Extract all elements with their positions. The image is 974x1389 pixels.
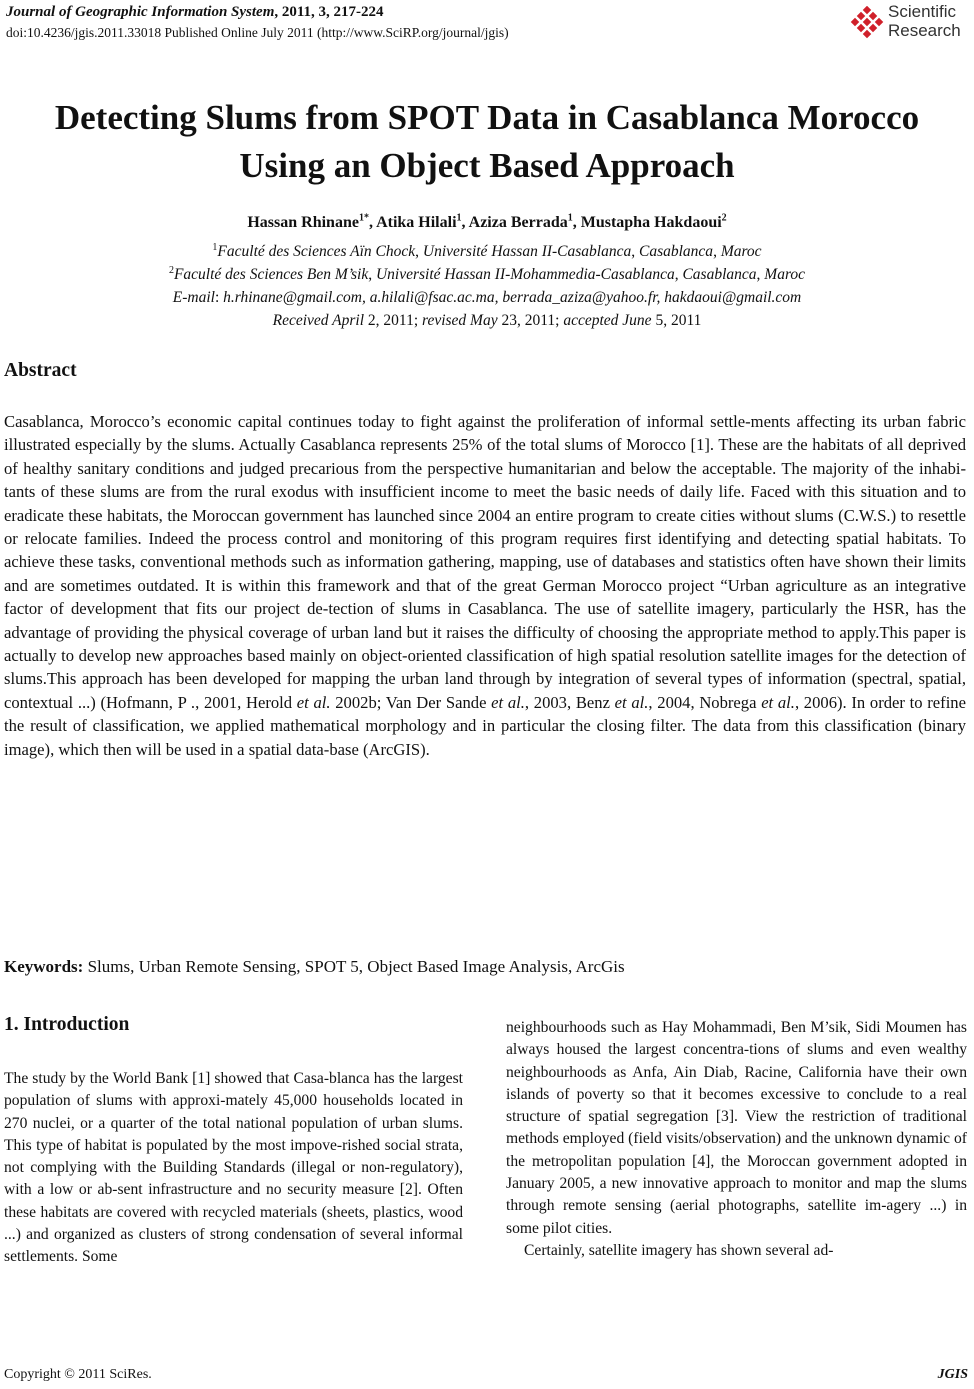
paper-title (0, 94, 974, 190)
title-line-1: Detecting Slums from SPOT Data in Casablanca Morocco (54, 98, 920, 137)
revised-label: revised May (422, 312, 498, 329)
title-line-2: Using an Object Based Approach (239, 146, 735, 185)
author-sup: 1* (358, 212, 369, 224)
intro-paragraph: neighbourhoods such as Hay Mohammadi, Ben M’sik, Sidi Moumen has always housed the largest concentra-tions of slums and even wealthy neighbourhoods as Anfa, Ain Diab, Racine, California have their own islands of poverty so that it becomes excessive to conclude to a real structure of spatial segregation [3]. View the restriction of traditional methods employed (field visits/observation) and the unknown dynamic of the metropolitan population [4], the Moroccan government adopted in January 2005, a new innovative approach to monitor and map the slums through remote sensing (aerial photographs, satellite im-agery ...) in some pilot cities. (506, 1019, 967, 1237)
journal-name: Journal of Geographic Information System (6, 4, 275, 20)
scirp-logo-icon (850, 6, 884, 40)
affiliation-university: Université Hassan II-Casablanca (422, 243, 632, 260)
journal-volume: , 2011, 3, 217-224 (274, 4, 384, 20)
abstract-refs-c: , 2003, Benz (524, 692, 615, 712)
et-al: et al. (491, 692, 525, 712)
intro-heading: 1. Introduction (4, 1014, 130, 1035)
publisher-logo (850, 2, 970, 44)
author-name: Aziza Berrada (468, 214, 568, 231)
et-al: et al. (761, 692, 795, 712)
author-name: Hassan Rhinane (247, 214, 359, 231)
affiliation-faculty: Faculté des Sciences Ben M’sik (173, 266, 369, 283)
affiliation-city: Casablanca (682, 266, 757, 283)
author-list (0, 214, 974, 232)
abstract-refs-e: , 2006). In order to refine the result of classification, we applied mathematical morphology and in particular the closing filter. The data from this classification (binary image), which then will be used in a spatial data-base (ArcGIS). (4, 692, 966, 759)
author-sup: 1 (567, 212, 573, 224)
author-sep: , (461, 214, 469, 231)
intro-paragraph: Certainly, satellite imagery has shown several ad- (524, 1241, 834, 1259)
dates-line (0, 309, 974, 332)
journal-abbr-footer: JGIS (937, 1367, 968, 1382)
abstract-refs-d: , 2004, Nobrega (648, 692, 762, 712)
copyright-footer: Copyright © 2011 SciRes. (4, 1367, 152, 1382)
received-date: 2, 2011; (364, 312, 422, 329)
publisher-line-1: Scientific (888, 2, 957, 21)
et-al: et al. (296, 692, 331, 712)
author-sep: , (368, 214, 377, 231)
doi-line: doi:10.4236/jgis.2011.33018 Published Online July 2011 (http://www.SciRP.org/journal/jgis) (6, 25, 509, 40)
intro-paragraph: The study by the World Bank [1] showed that Casa-blanca has the largest population of slums with approxi-mately 45,000 households located in 270 nuclei, or a quarter of the total national population of urban slums. This type of habitat is populated by the most impove-rished social strata, not complying with the Building Standards (illegal or non-regulatory), with a low or ab-sent infrastructure and no security measure [2]. Often these habitats are covered with recycled materials (sheets, plastics, wood ...) and organized as clusters of strong condensation of several informal settlements. Some (4, 1070, 463, 1266)
author-sup: 2 (721, 212, 727, 224)
email-line: E-mail: h.rhinane@gmail.com, a.hilali@fsac.ac.ma, berrada_aziza@yahoo.fr, hakdaoui@gmail.com (172, 289, 802, 306)
publisher-name (888, 2, 961, 40)
abstract-text: Casablanca, Morocco’s economic capital continues today to fight against the proliferation of informal settle-ments affecting its urban fabric illustrated especially by the slums. Actually Casablanca represents 25% of the total slums of Morocco [1]. These are the habitats of all deprived of healthy sanitary conditions and judged precarious from the perspective humanitarian and below the acceptable. The majority of the inhabi-tants of these slums are from the rural exodus with insufficient income to meet the basic needs of daily life. Faced with this situation and to eradicate these habitats, the Moroccan government has launched since 2004 an entire program to create cities without slums (C.W.S.) to resettle or relocate families. Indeed the process control and monitoring of this program requires first identifying and detecting spatial habitats. To achieve these tasks, conventional methods such as information gathering, mapping, use of databases and statistics often have shown their limits and are sometimes outdated. It is within this framework and that of the great German Morocco project “Urban agriculture as an integrative factor of development that fits our project de-tection of slums in Casablanca. The use of satellite imagery, particularly the HSR, has the advantage of providing the physical coverage of urban land but it raises the difficulty of choosing the appropriate method to apply.This paper is actually to develop new approaches based mainly on object-oriented classification of high spatial resolution satellite images for the detection of slums.This approach has been developed for mapping the urban land through by integration of several types of information (spectral, spatial, contextual ...) (4, 412, 966, 712)
affiliation-sup: 2 (168, 264, 174, 276)
email-addresses[interactable]: h.rhinane@gmail.com, a.hilali@fsac.ac.ma, berrada_aziza@yahoo.fr, hakdaoui@gmail.com (223, 289, 802, 306)
affiliation-faculty: Faculté des Sciences Aïn Chock (217, 243, 416, 260)
accepted-date: 5, 2011 (651, 312, 702, 329)
received-label: Received April (272, 312, 365, 329)
author-name: Mustapha Hakdaoui (580, 214, 722, 231)
affiliation-1: $^1$Faculté des Sciences Aïn Chock, Université Hassan II-Casablanca, Casablanca, Maroc (212, 241, 762, 260)
author-sep: , (572, 214, 581, 231)
keywords-label: Keywords: (4, 957, 84, 976)
et-al: et al. (614, 692, 649, 712)
abstract-refs-b: 2002b; Van Der Sande (330, 692, 492, 712)
affiliation-country: Maroc (764, 266, 806, 283)
affiliation-city: Casablanca (639, 243, 714, 260)
affiliation-country: Maroc (720, 243, 762, 260)
accepted-label: accepted June (563, 312, 652, 329)
email-label: E-mail (172, 289, 215, 306)
intro-column-right (506, 1017, 967, 1262)
keywords-text: Slums, Urban Remote Sensing, SPOT 5, Object Based Image Analysis, ArcGis (83, 957, 625, 976)
publisher-line-2: Research (888, 21, 961, 40)
keywords-line (4, 957, 625, 977)
author-sup: 1 (456, 212, 462, 224)
affiliation-2: $^2$Faculté des Sciences Ben M’sik, Université Hassan II-Mohammedia-Casablanca, Casablanca, Maroc (168, 264, 806, 283)
revised-date: 23, 2011; (497, 312, 564, 329)
abstract-heading: Abstract (4, 360, 77, 381)
author-name: Atika Hilali (376, 214, 457, 231)
affiliation-sup: 1 (212, 241, 218, 253)
intro-column-left (4, 1068, 463, 1269)
abstract-body (4, 410, 966, 761)
affiliation-university: Université Hassan II-Mohammedia-Casablanca (375, 266, 675, 283)
abstract-refs-a: (Hofmann, P ., 2001, Herold (100, 692, 297, 712)
journal-header (6, 4, 384, 21)
